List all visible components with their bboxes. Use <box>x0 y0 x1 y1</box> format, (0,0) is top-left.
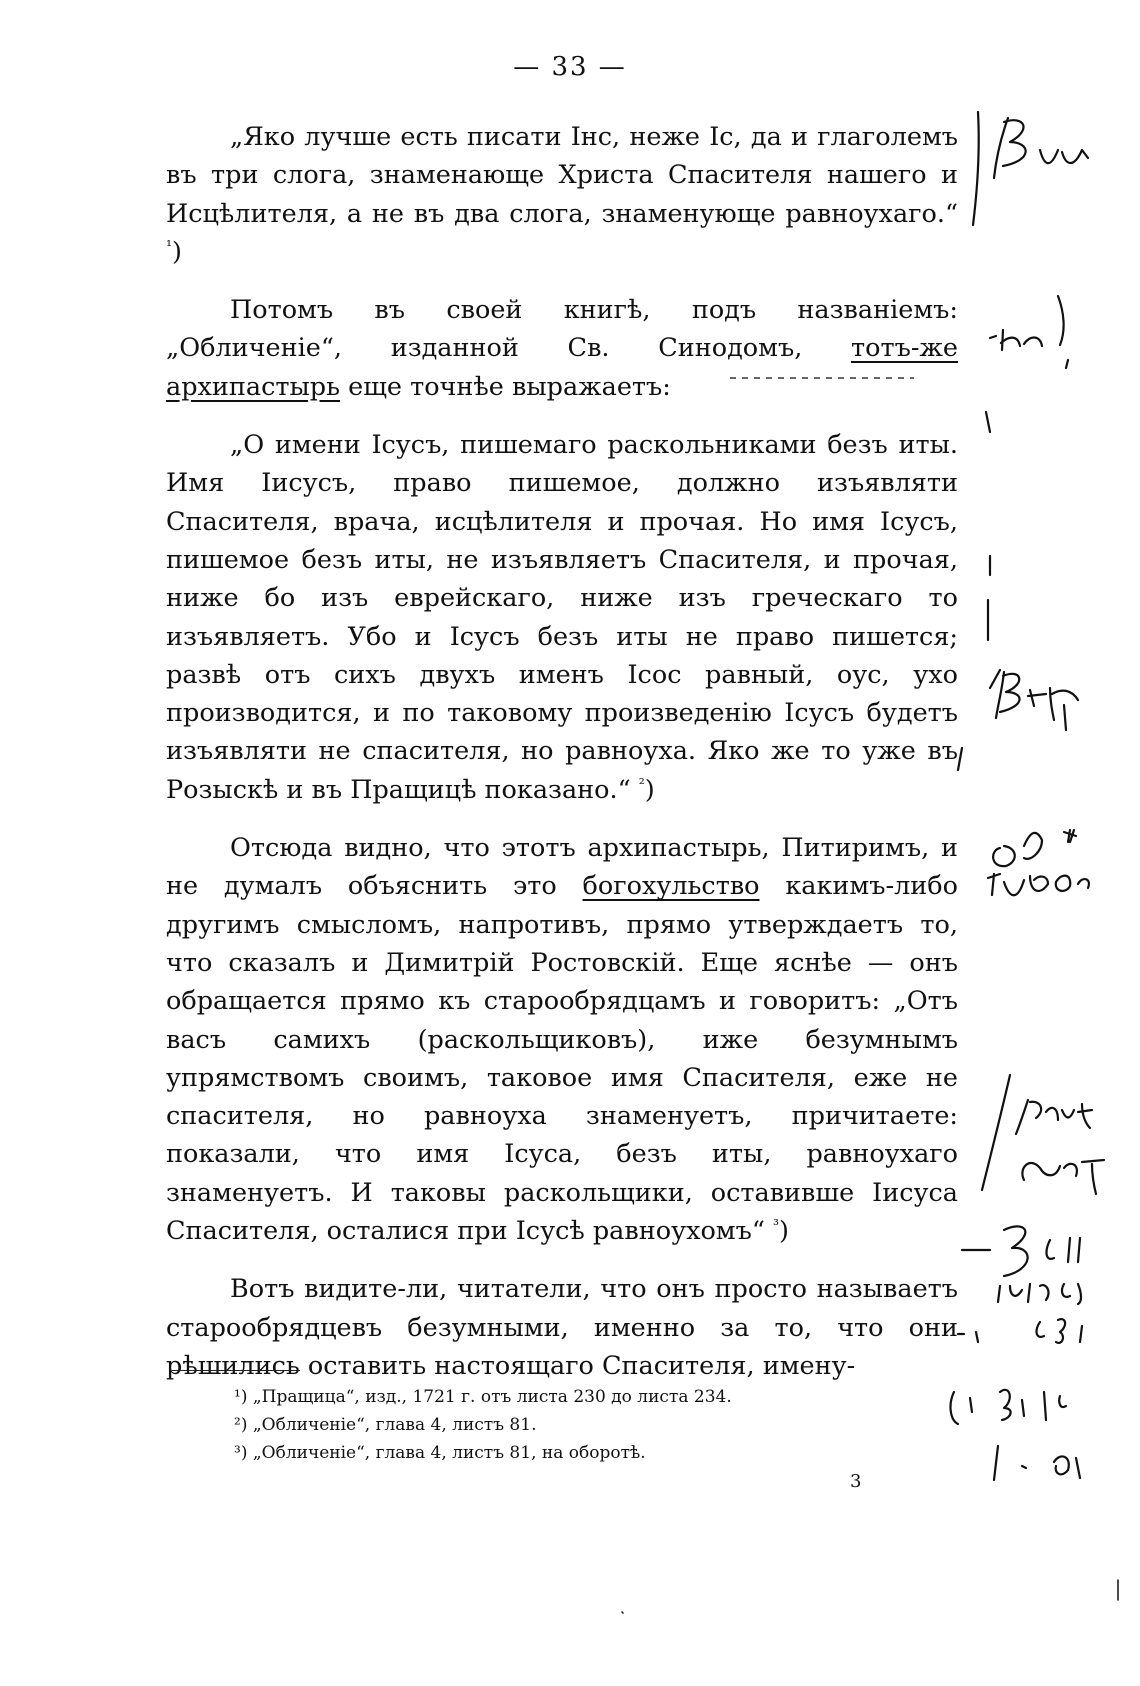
margin-scribble-9 <box>998 1284 1081 1304</box>
margin-scribble-6 <box>1016 1100 1092 1134</box>
margin-scribble-5 <box>988 874 1089 895</box>
margin-scribble-8 <box>1004 1226 1080 1276</box>
page-number: — 33 — <box>513 52 627 82</box>
margin-scribble-7 <box>1022 1160 1104 1194</box>
footnote-ref: ² <box>638 774 645 793</box>
underlined-text: богохульство <box>582 871 760 902</box>
margin-scribble-2 <box>990 296 1068 368</box>
margin-bracket-1 <box>973 112 979 225</box>
margin-bracket-2 <box>958 748 962 770</box>
text-segment: какимъ-либо другимъ смысломъ, напротивъ, прямо утверждаетъ то, что сказалъ и Димитрій Ростовскій. Еще яснѣе — онъ обращается прямо къ старообрядцамъ и говоритъ: „Отъ васъ самихъ (раскольщиковъ), иже безумнымъ упрямствомъ своимъ, таковое имя Спасителя, еже не спасителя, но равноуха знаменуетъ, причитаете: показали, что имя Ісуса, безъ иты, равноухаго знаменуетъ. И таковы раскольщики, оставивше Іисуса Спасителя, осталися при Ісусѣ равноухомъ“ <box>166 871 958 1247</box>
margin-scribble-4 <box>993 830 1076 866</box>
text-segment: ) <box>779 1216 789 1247</box>
margin-scribble-12 <box>994 1446 1080 1480</box>
text-segment: „Яко лучше есть писати Інс, неже Іс, да и глаголемъ въ три слога, знаменающе Христа Спасителя нашего и Исцѣлителя, а не въ два слога, знаменующе равноухаго.“ <box>166 122 958 229</box>
margin-ticks <box>986 412 990 640</box>
text-segment: Отсюда видно, что этотъ архипастырь, Питиримъ, и не думалъ объяснить это <box>166 833 958 902</box>
signature-mark: 3 <box>850 1471 862 1492</box>
text-segment: ) <box>644 774 655 805</box>
text-segment: Потомъ въ своей книгѣ, подъ названіемъ: „Обличеніе“, изданной Св. Синодомъ, <box>166 295 958 364</box>
text-segment: ) <box>172 236 182 267</box>
text-segment: „О имени Ісусъ, пишемаго раскольниками безъ иты. Имя Іисусъ, право пишемое, должно изъявляти Спасителя, врача, исцѣлителя и прочая. Но имя Ісусъ, пишемое безъ иты, не изъявляетъ Спасителя, и прочая, ниже бо изъ еврейскаго, ниже изъ греческаго то изъявляетъ. Убо и Ісусъ безъ иты не право пишется; развѣ отъ сихъ двухъ именъ Ісос равный, оус, ухо производится, и по таковому произведенію Ісусъ будетъ изъявляти не спасителя, но равноуха. Яко же то уже въ Розыскѣ и въ Пращицѣ показано.“ <box>166 430 958 805</box>
margin-bracket-3 <box>982 1075 1010 1190</box>
underlined-text: тотъ-же архипастырь <box>166 333 958 402</box>
footnote-1: ¹) „Пращица“, изд., 1721 г. отъ листа 230 до листа 234. <box>234 1387 732 1407</box>
footnote-ref: ³ <box>773 1216 780 1235</box>
text-segment: Вотъ видите-ли, читатели, что онъ просто называетъ старообрядцевъ безумными, именно за то, что они рѣшились оставить настоящаго Спасителя, имену- <box>166 1274 958 1381</box>
footnote-3: ³) „Обличеніе“, глава 4, листъ 81, на оборотѣ. <box>234 1443 646 1463</box>
margin-scribble-11 <box>951 1390 1066 1424</box>
margin-scribble-1 <box>994 118 1088 178</box>
margin-scribble-10 <box>958 1319 1082 1343</box>
margin-dots <box>622 1580 1118 1613</box>
margin-scribble-3 <box>990 670 1078 730</box>
footnote-2: ²) „Обличеніе“, глава 4, листъ 81. <box>234 1415 537 1435</box>
text-segment: еще точнѣе выражаетъ: <box>340 371 671 402</box>
footnote-ref: ¹ <box>166 236 173 255</box>
